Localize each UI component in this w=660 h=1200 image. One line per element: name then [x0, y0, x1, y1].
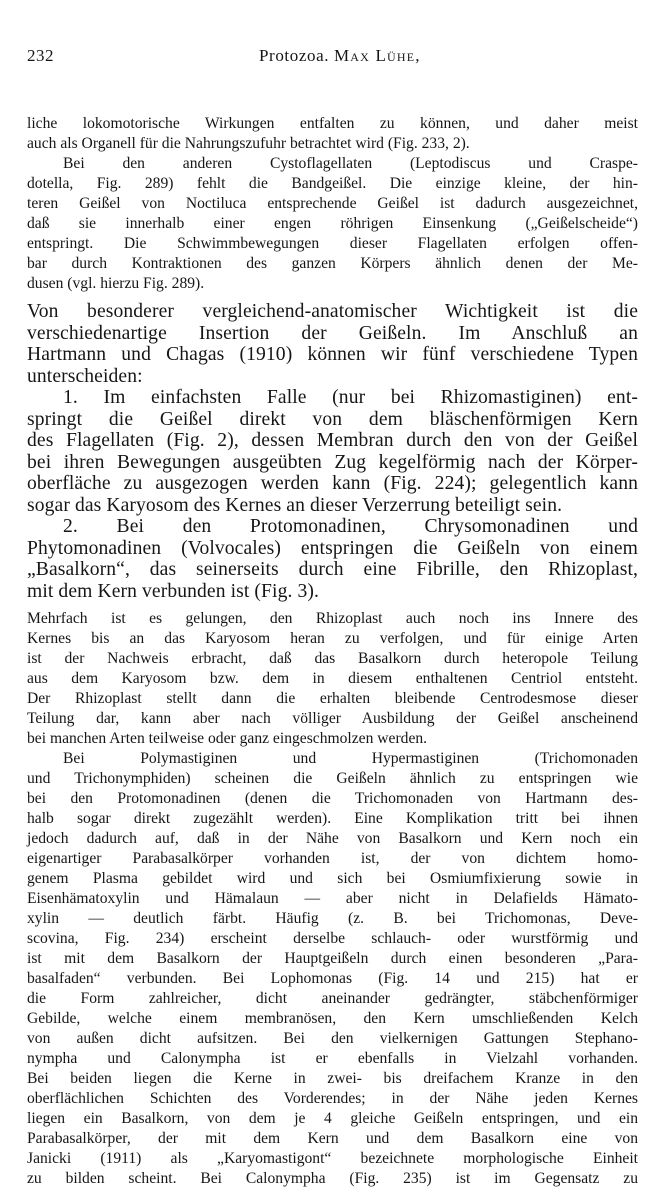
text-line: basalfaden“ verbunden. Bei Lophomonas (Fig. 14 und 215) hat er — [27, 970, 638, 987]
text-line: die Form zahlreicher, dicht aneinander gedrängter, stäbchenförmiger — [27, 990, 638, 1007]
text-line: jedoch dadurch auf, daß in der Nähe von Basalkorn und Kern noch ein — [27, 830, 638, 847]
text-line: Bei Polymastiginen und Hypermastiginen (Trichomonaden — [63, 750, 638, 767]
text-line: bar durch Kontraktionen des ganzen Körpers ähnlich denen der Me- — [27, 255, 638, 272]
text-line: von außen dicht aufsitzen. Bei den vielkernigen Gattungen Stephano- — [27, 1030, 638, 1047]
text-line: Der Rhizoplast stellt dann die erhalten bleibende Centrodesmose dieser — [27, 690, 638, 707]
text-line: scovina, Fig. 234) erscheint derselbe schlauch- oder wurstförmig und — [27, 930, 638, 947]
text-line: liche lokomotorische Wirkungen entfalten zu können, und daher meist — [27, 115, 638, 132]
running-head-section: Protozoa. — [259, 46, 330, 65]
text-line: liegen ein Basalkorn, von dem je 4 gleiche Geißeln entspringen, und ein — [27, 1110, 638, 1127]
text-line: Bei den anderen Cystoflagellaten (Leptodiscus und Craspe- — [63, 155, 638, 172]
text-line: Janicki (1911) als „Karyomastigont“ bezeichnete morphologische Einheit — [27, 1150, 638, 1167]
text-line: Eisenhämatoxylin und Hämalaun — aber nicht in Delafields Hämato- — [27, 890, 638, 907]
text-line: aus dem Karyosom bzw. dem in diesem enthaltenen Centriol entsteht. — [27, 670, 638, 687]
text-line: genem Plasma gebildet wird und sich bei Osmiumfixierung sowie in — [27, 870, 638, 887]
text-line: Phytomonadinen (Volvocales) entspringen die Geißeln von einem — [27, 537, 638, 559]
text-line: 2. Bei den Protomonadinen, Chrysomonadinen und — [63, 516, 638, 537]
page-header — [27, 26, 638, 65]
text-line: oberfläche zu ausgezogen werden kann (Fig. 224); gelegentlich kann — [27, 473, 638, 494]
body-text — [27, 114, 638, 1189]
text-line: dotella, Fig. 289) fehlt die Bandgeißel. Die einzige kleine, der hin- — [27, 175, 638, 192]
text-line: bei manchen Arten teilweise oder ganz eingeschmolzen werden. — [27, 730, 428, 747]
text-line: verschiedenartige Insertion der Geißeln. Im Anschluß an — [27, 322, 638, 344]
text-line: entspringt. Die Schwimmbewegungen dieser Flagellaten erfolgen offen- — [27, 235, 638, 252]
text-line: dusen (vgl. hierzu Fig. 289). — [27, 275, 205, 292]
text-line: auch als Organell für die Nahrungszufuhr betrachtet wird (Fig. 233, 2). — [27, 135, 470, 152]
text-line: Kernes bis an das Karyosom heran zu verfolgen, und für einige Arten — [27, 630, 638, 647]
text-line: und Trichonymphiden) scheinen die Geißeln ähnlich zu entspringen wie — [27, 770, 638, 787]
text-line: des Flagellaten (Fig. 2), dessen Membran durch den von der Geißel — [27, 430, 638, 451]
text-line: 1. Im einfachsten Falle (nur bei Rhizomastiginen) ent- — [63, 387, 638, 408]
text-line: halb sogar direkt zugezählt werden). Eine Komplikation tritt bei ihnen — [27, 810, 638, 827]
text-line: Von besonderer vergleichend-anatomischer Wichtigkeit ist die — [27, 301, 638, 322]
text-line: ist mit dem Basalkorn der Hauptgeißeln durch einen besonderen „Para- — [27, 950, 638, 967]
text-line: oberflächlichen Schichten des Vorderendes; in der Nähe jeden Kernes — [27, 1090, 638, 1107]
text-line: unterscheiden: — [27, 365, 143, 387]
text-line: zu bilden scheint. Bei Calonympha (Fig. 235) ist im Gegensatz zu — [27, 1170, 638, 1187]
text-line: nympha und Calonympha ist er ebenfalls in Vielzahl vorhanden. — [27, 1050, 638, 1067]
text-line: springt die Geißel direkt von dem bläschenförmigen Kern — [27, 408, 638, 430]
text-line: bei ihren Bewegungen ausgeübten Zug kegelförmig nach der Körper- — [27, 451, 638, 473]
text-line: Gebilde, welche einem membranösen, den Kern umschließenden Kelch — [27, 1010, 638, 1027]
text-line: teren Geißel von Noctiluca entsprechende Geißel ist dadurch ausgezeichnet, — [27, 195, 638, 212]
text-line: daß sie innerhalb einer engen röhrigen Einsenkung („Geißelscheide“) — [27, 215, 638, 232]
text-line: ist der Nachweis erbracht, daß das Basalkorn durch heteropole Teilung — [27, 650, 638, 667]
text-line: bei den Protomonadinen (denen die Trichomonaden von Hartmann des- — [27, 790, 638, 807]
text-line: mit dem Kern verbunden ist (Fig. 3). — [27, 580, 320, 602]
text-line: Parabasalkörper, der mit dem Kern und dem Basalkorn eine von — [27, 1130, 638, 1147]
text-line: sogar das Karyosom des Kernes an dieser Verzerrung beteiligt sein. — [27, 494, 563, 516]
text-line: Mehrfach ist es gelungen, den Rhizoplast auch noch ins Innere des — [27, 610, 638, 627]
running-head — [259, 46, 421, 66]
running-head-author: Max Lühe, — [333, 46, 421, 65]
text-line: Hartmann und Chagas (1910) können wir fünf verschiedene Typen — [27, 344, 638, 365]
text-line: „Basalkorn“, das seinerseits durch eine Fibrille, den Rhizoplast, — [27, 559, 638, 580]
text-line: Teilung dar, kann aber nach völliger Ausbildung der Geißel anscheinend — [27, 710, 638, 727]
text-line: eigenartiger Parabasalkörper vorhanden ist, der von dichtem homo- — [27, 850, 638, 867]
text-line: Bei beiden liegen die Kerne in zwei- bis dreifachem Kranze in den — [27, 1070, 638, 1087]
page-number: 232 — [27, 46, 54, 65]
text-line: xylin — deutlich färbt. Häufig (z. B. bei Trichomonas, Deve- — [27, 910, 638, 927]
